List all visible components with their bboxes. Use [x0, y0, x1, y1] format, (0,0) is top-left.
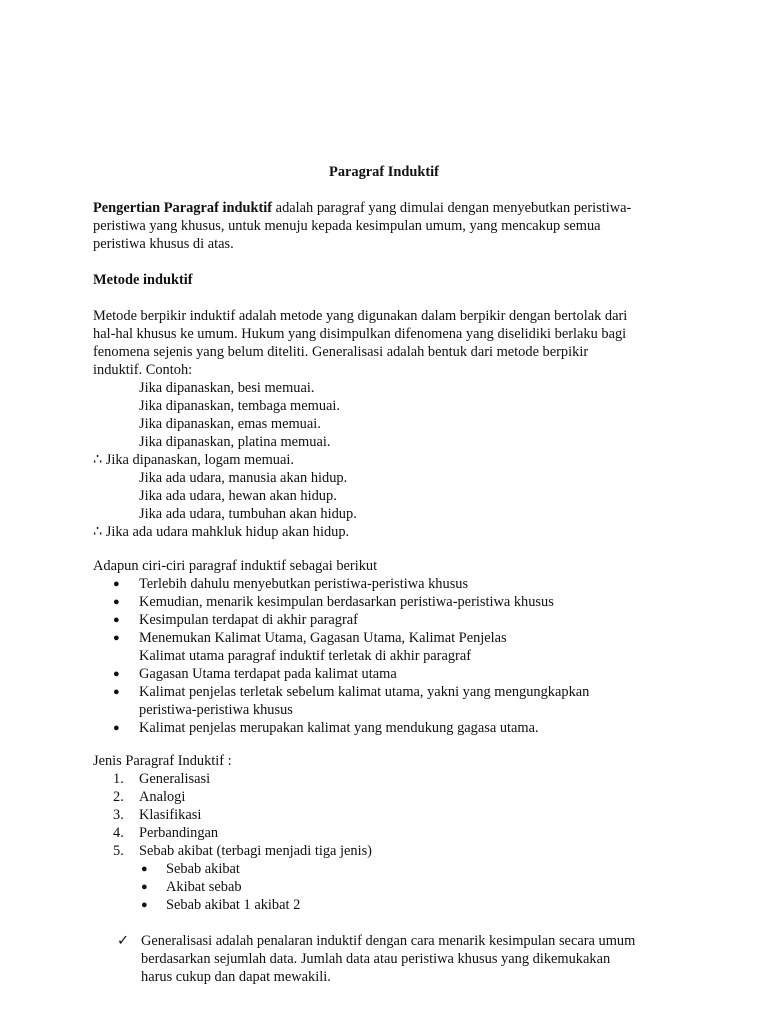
list-item: ● Kalimat penjelas terletak sebelum kalimat utama, yakni yang mengungkapkan	[113, 684, 590, 700]
example-line: Jika ada udara, manusia akan hidup.	[139, 470, 348, 486]
list-number: 3.	[113, 807, 124, 823]
intro-line: adalah paragraf yang dimulai dengan menyebutkan peristiwa-	[272, 200, 632, 216]
list-item-continuation: peristiwa-peristiwa khusus	[139, 702, 293, 718]
list-item: ● Akibat sebab	[141, 879, 242, 895]
example-line: Jika dipanaskan, tembaga memuai.	[139, 398, 341, 414]
bullet-icon: ●	[141, 899, 148, 911]
list-number: 1.	[113, 771, 124, 787]
list-item: 4. Perbandingan	[113, 825, 219, 841]
example-line: Jika dipanaskan, besi memuai.	[139, 380, 315, 396]
generalisasi-line: harus cukup dan dapat mewakili.	[141, 969, 331, 985]
list-item: 5. Sebab akibat (terbagi menjadi tiga jenis)	[113, 843, 372, 859]
example-line: Jika dipanaskan, platina memuai.	[139, 434, 331, 450]
conclusion-line: ∴ Jika dipanaskan, logam memuai.	[93, 452, 294, 468]
bullet-icon: ●	[113, 614, 120, 626]
list-item: ● Sebab akibat	[141, 861, 240, 877]
list-item: ● Kalimat penjelas merupakan kalimat yang mendukung gagasa utama.	[113, 720, 539, 736]
ciri-section	[93, 557, 693, 737]
generalisasi-line: Generalisasi adalah penalaran induktif dengan cara menarik kesimpulan secara umum	[141, 933, 636, 949]
ciri-list	[93, 575, 693, 737]
generalisasi-line: berdasarkan sejumlah data. Jumlah data atau peristiwa khusus yang dikemukakan	[141, 951, 611, 967]
list-number: 4.	[113, 825, 124, 841]
checkmark-icon: ✓	[117, 933, 130, 949]
list-item: ● Menemukan Kalimat Utama, Gagasan Utama, Kalimat Penjelas	[113, 630, 507, 646]
conclusion-line: ∴ Jika ada udara mahkluk hidup akan hidup.	[93, 524, 350, 540]
list-item: ● Kesimpulan terdapat di akhir paragraf	[113, 612, 358, 628]
jenis-heading: Jenis Paragraf Induktif :	[93, 753, 232, 769]
list-item: 3. Klasifikasi	[113, 807, 202, 823]
metode-paragraph	[93, 307, 693, 541]
jenis-section	[93, 752, 693, 914]
page-title: Paragraf Induktif	[329, 164, 439, 180]
bullet-icon: ●	[113, 632, 120, 644]
metode-heading: Metode induktif	[93, 272, 193, 288]
list-item: 2. Analogi	[113, 789, 186, 805]
example-line: Jika ada udara, tumbuhan akan hidup.	[139, 506, 357, 522]
metode-line: fenomena sejenis yang belum diteliti. Generalisasi adalah bentuk dari metode berpikir	[93, 344, 589, 360]
metode-line: Metode berpikir induktif adalah metode yang digunakan dalam berpikir dengan bertolak dari	[93, 308, 628, 324]
list-item: ● Kemudian, menarik kesimpulan berdasarkan peristiwa-peristiwa khusus	[113, 594, 554, 610]
bullet-icon: ●	[141, 881, 148, 893]
intro-line: peristiwa yang khusus, untuk menuju kepada kesimpulan umum, yang mencakup semua	[93, 218, 601, 234]
list-number: 2.	[113, 789, 124, 805]
list-item: 1. Generalisasi	[113, 771, 211, 787]
bullet-icon: ●	[113, 722, 120, 734]
example-line: Jika ada udara, hewan akan hidup.	[139, 488, 337, 504]
bullet-icon: ●	[113, 578, 120, 590]
intro-line: peristiwa khusus di atas.	[93, 236, 234, 252]
metode-line: hal-hal khusus ke umum. Hukum yang disimpulkan difenomena yang diselidiki berlaku bagi	[93, 326, 627, 342]
list-item: ● Sebab akibat 1 akibat 2	[141, 897, 301, 913]
ciri-heading: Adapun ciri-ciri paragraf induktif sebagai berikut	[93, 558, 378, 574]
list-item: ● Terlebih dahulu menyebutkan peristiwa-peristiwa khusus	[113, 576, 469, 592]
intro-paragraph	[93, 199, 693, 253]
bullet-icon: ●	[141, 863, 148, 875]
bullet-icon: ●	[113, 596, 120, 608]
list-number: 5.	[113, 843, 124, 859]
bullet-icon: ●	[113, 686, 120, 698]
example-line: Jika dipanaskan, emas memuai.	[139, 416, 321, 432]
sebab-akibat-sublist	[93, 860, 693, 914]
jenis-list	[93, 770, 693, 860]
metode-line: induktif. Contoh:	[93, 362, 193, 378]
bullet-icon: ●	[113, 668, 120, 680]
list-item: ● Gagasan Utama terdapat pada kalimat utama	[113, 666, 397, 682]
list-item-continuation: Kalimat utama paragraf induktif terletak di akhir paragraf	[139, 648, 472, 664]
generalisasi-item	[93, 932, 693, 986]
intro-term: Pengertian Paragraf induktif	[93, 200, 273, 216]
